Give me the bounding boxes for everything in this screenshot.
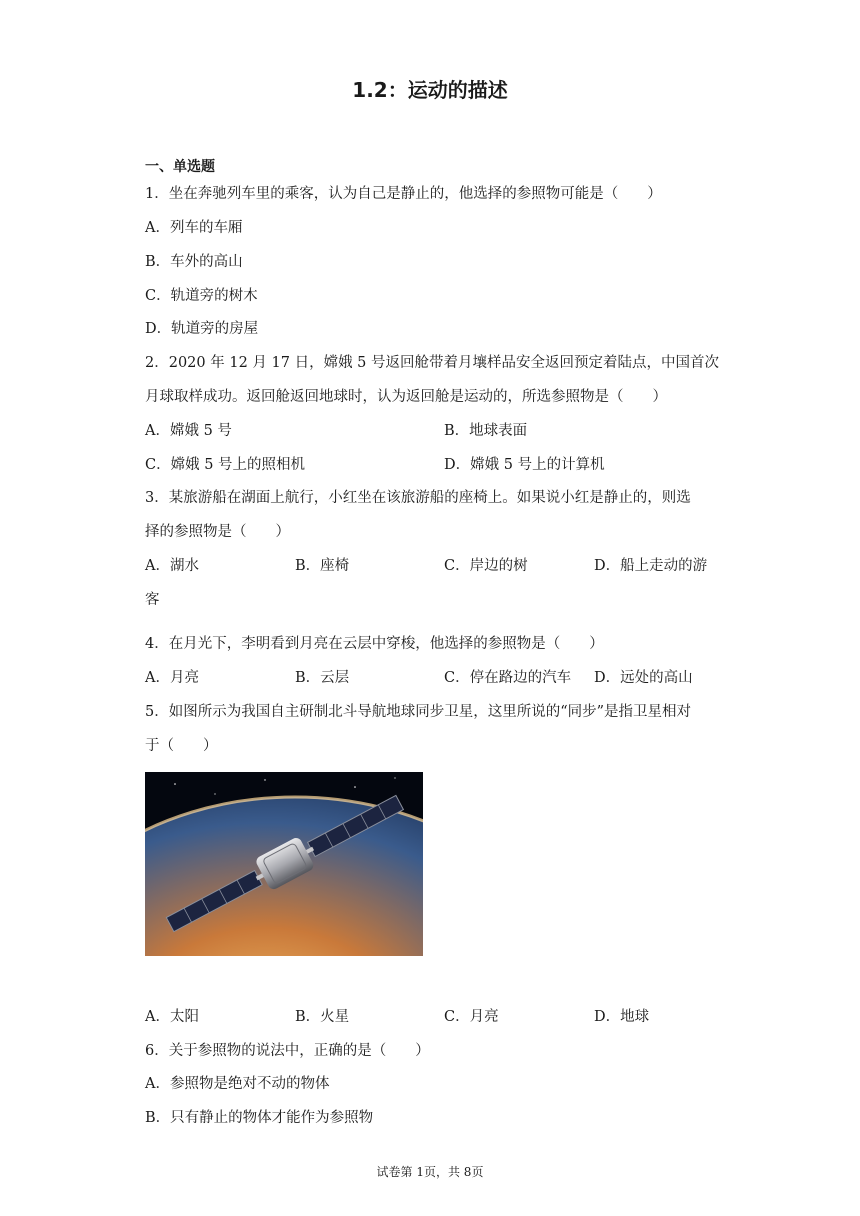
q3-option-a: A．湖水: [145, 558, 199, 574]
question-6-stem: 6．关于参照物的说法中，正确的是（ ）: [145, 1043, 430, 1059]
q4-option-d: D．远处的高山: [594, 670, 693, 686]
satellite-figure: [145, 772, 423, 956]
q1-option-b: B．车外的高山: [145, 254, 243, 270]
page-title: 1.2：运动的描述: [352, 78, 508, 102]
q2-option-a: A．嫦娥 5 号: [145, 423, 232, 439]
question-5-stem-line1: 5．如图所示为我国自主研制北斗导航地球同步卫星，这里所说的“同步”是指卫星相对: [145, 704, 692, 720]
q3-option-c: C．岸边的树: [444, 558, 528, 574]
question-3-stem-line1: 3．某旅游船在湖面上航行，小红坐在该旅游船的座椅上。如果说小红是静止的，则选: [145, 490, 691, 506]
q6-option-b: B．只有静止的物体才能作为参照物: [145, 1110, 374, 1126]
q2-option-b: B．地球表面: [444, 423, 528, 439]
q1-option-a: A．列车的车厢: [145, 220, 243, 236]
q3-option-d: D．船上走动的游: [594, 558, 708, 574]
q2-option-d: D．嫦娥 5 号上的计算机: [444, 457, 605, 473]
question-2-stem-line2: 月球取样成功。返回舱返回地球时，认为返回舱是运动的，所选参照物是（ ）: [145, 389, 667, 405]
q1-option-c: C．轨道旁的树木: [145, 288, 258, 304]
q4-option-b: B．云层: [295, 670, 350, 686]
q3-option-b: B．座椅: [295, 558, 350, 574]
section-heading: 一、单选题: [145, 159, 215, 175]
question-5-stem-line2: 于（ ）: [145, 738, 218, 754]
question-1-stem: 1．坐在奔驰列车里的乘客，认为自己是静止的，他选择的参照物可能是（ ）: [145, 186, 662, 202]
page-footer: 试卷第 1页，共 8页: [376, 1165, 484, 1179]
q5-option-c: C．月亮: [444, 1009, 499, 1025]
q4-option-a: A．月亮: [145, 670, 199, 686]
question-3-stem-line2: 择的参照物是（ ）: [145, 524, 290, 540]
q5-option-d: D．地球: [594, 1009, 650, 1025]
q2-option-c: C．嫦娥 5 号上的照相机: [145, 457, 306, 473]
q1-option-d: D．轨道旁的房屋: [145, 321, 259, 337]
q4-option-c: C．停在路边的汽车: [444, 670, 572, 686]
q5-option-a: A．太阳: [145, 1009, 199, 1025]
q3-option-d-wrap: 客: [145, 592, 160, 608]
question-2-stem-line1: 2．2020 年 12 月 17 日，嫦娥 5 号返回舱带着月壤样品安全返回预定着陆点，中国首次: [145, 355, 720, 371]
q5-option-b: B．火星: [295, 1009, 350, 1025]
question-4-stem: 4．在月光下，李明看到月亮在云层中穿梭，他选择的参照物是（ ）: [145, 636, 604, 652]
q6-option-a: A．参照物是绝对不动的物体: [145, 1076, 330, 1092]
